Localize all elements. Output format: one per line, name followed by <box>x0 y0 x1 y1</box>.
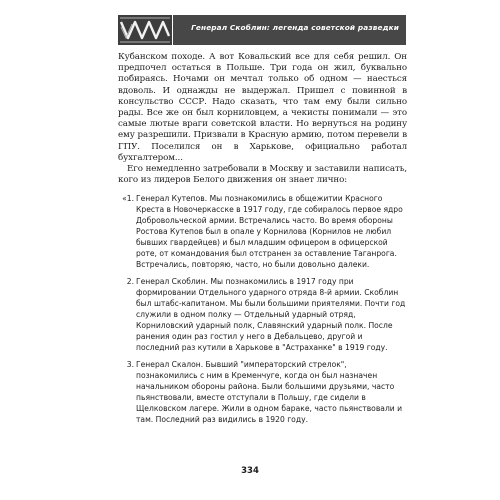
page-header <box>118 15 406 45</box>
list-item <box>118 359 407 425</box>
list-item <box>118 276 407 353</box>
list-number: 2. <box>126 277 134 287</box>
paragraph: Его немедленно затребовали в Москву и заставили написать, кого из лидеров Белого движения он знает лично: <box>118 164 407 186</box>
page-number: 334 <box>241 466 259 476</box>
running-head: Генерал Скоблин: легенда советской разведки <box>191 23 399 32</box>
paragraph: Кубанском походе. А вот Ковальский все для себя решил. Он предпочел остаться в Польше. Три года он жил, буквально побираясь. Ночами он мечтал только об одном — наесться вдоволь. И однажды не выдержал. Пришел с повинной в консульство СССР. Надо сказать, что там ему были сильно рады. Все же он был корниловцем, а чекисты понимали — это самые лютые враги советской власти. Но вернуться на родину ему разрешили. Призвали в Красную армию, потом перевели в ГПУ. Поселился он в Харькове, официально работал бухгалтером... <box>118 52 407 163</box>
list-number: «1. <box>122 194 134 204</box>
list-number: 3. <box>126 360 134 370</box>
page-body <box>118 52 407 431</box>
list-text: Генерал Скоблин. Мы познакомились в 1917 году при формировании Отдельного ударного отряда 8-й армии. Скоблин был штабс-капитаном. Мы были большими приятелями. Почти год служили в одном полку — Отдельный ударный отряд, Корниловский ударный полк, Славянский ударный полк. После ранения один раз гостил у него в Дебальцево, другой и последний раз кутили в Харькове в "Астраханке" в 1919 году. <box>136 277 406 353</box>
ornament-icon <box>118 15 172 45</box>
numbered-list <box>118 193 407 425</box>
list-text: Генерал Кутепов. Мы познакомились в общежитии Красного Креста в Новочеркасске в 1917 году, где собиралось первое ядро Добровольческой армии. Встречались часто. Во время обороны Ростова Кутепов был в опале у Корнилова (Корнилов не любил бывших гвардейцев) и был младшим офицером в офицерской роте, от командования был отстранен за оставление Таганрога. Встречались, повторяю, часто, но были довольно далеки. <box>136 194 403 270</box>
list-item <box>118 193 407 270</box>
header-bar <box>173 15 406 45</box>
list-text: Генерал Скалон. Бывший "императорский стрелок", познакомились с ним в Кременчуге, когда он был назначен начальником обороны района. Были большими друзьями, часто пьянствовали, вместе отступали в Польшу, где сидели в Щелковском лагере. Жили в одном бараке, часто пьянствовали и там. Последний раз видились в 1920 году. <box>136 360 403 425</box>
